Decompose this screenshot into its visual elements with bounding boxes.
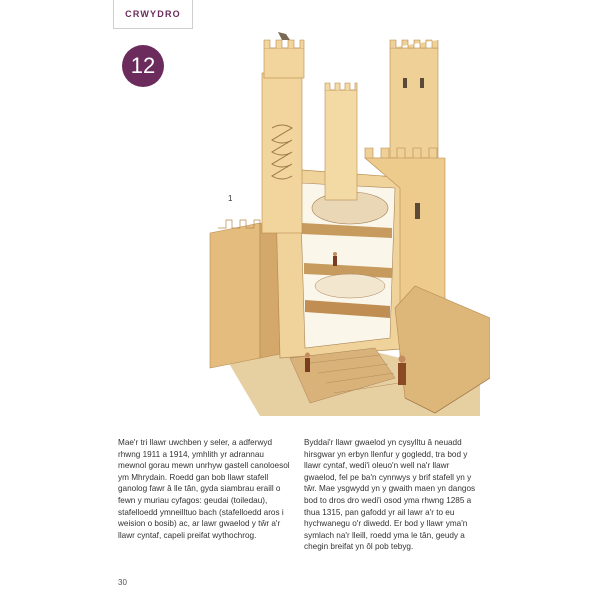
body-paragraph-2: Byddai'r llawr gwaelod yn cysylltu â neuadd hirsgwar yn erbyn llenfur y gogledd, tra bod y llawr cyntaf, wedi'i oleuo'n well na'r llawr gwaelod, fel pe ba'n cynnwys y brif stafell yn y tŵr. Mae ysgwydd yn y gwaith maen yn dangos bod to dros dro wedi'i osod yma rhwng 1285 a thua 1315, pan gafodd yr ail lawr a'r to eu hychwanegu o'r diwedd. Er bod y llawr yma'n symlach na'r lleill, roedd yma le tân, geudy a chegin breifat yn ôl pob tebyg.: [304, 438, 476, 552]
section-tab: CRWYDRO: [113, 0, 193, 29]
chapter-number-badge: 12: [122, 45, 164, 87]
left-wall-crenellation: [218, 220, 260, 228]
page-number: 30: [118, 578, 127, 587]
castle-tower-cutaway-illustration: [200, 18, 490, 416]
text-column-left: [118, 437, 292, 541]
curtain-wall-left: [210, 223, 260, 368]
figure-interior: [333, 256, 337, 266]
figure-wall-walk: [398, 363, 406, 385]
body-paragraph-1: Mae'r tri llawr uwchben y seler, a adferwyd rhwng 1911 a 1914, ymhlith yr adrannau mewnol gorau mewn unrhyw gastell canoloesol ym Mhrydain. Roedd gan bob llawr stafell ganolog fawr â lle tân, gyda siambrau eraill o fewn y muriau cyfagos: geudai (toiledau), stafelloedd ymneilltuo bach (stafelloedd aros i weision o bosib) ac, ar lawr gwaelod y tŵr a'r llawr cyntaf, capeli preifat wythochrog.: [118, 438, 290, 540]
left-turret-crenellation: [264, 40, 304, 48]
stair-turret: [262, 73, 302, 233]
figure-courtyard: [305, 358, 310, 372]
illustration-marker: 1: [228, 194, 233, 203]
middle-turret: [325, 90, 357, 200]
eagle-sculpture: [278, 32, 290, 40]
text-column-right: [304, 437, 480, 553]
